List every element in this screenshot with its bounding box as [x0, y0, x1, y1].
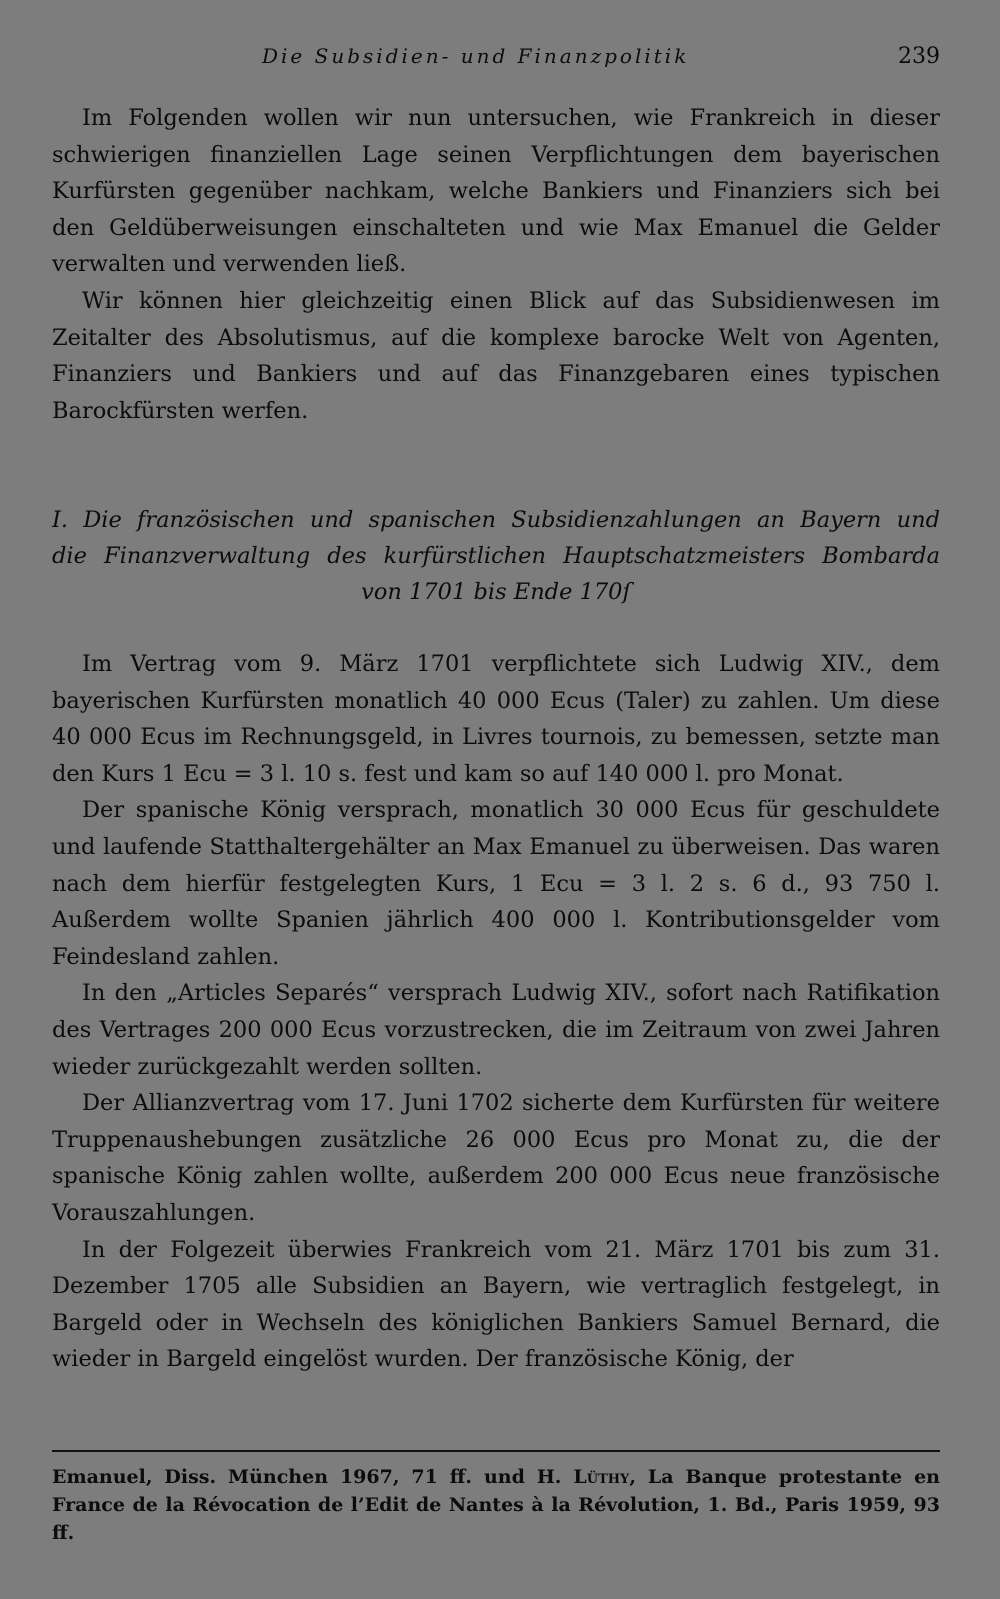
- page-number: 239: [898, 44, 940, 69]
- paragraph: In den „Articles Separés“ versprach Ludwig XIV., sofort nach Ratifikation des Vertrages 200 000 Ecus vorzustrecken, die im Zeitraum von zwei Jahren wieder zurückgezahlt werden sollten.: [52, 980, 940, 1080]
- paragraph: Der Allianzvertrag vom 17. Juni 1702 sicherte dem Kurfürsten für weitere Truppenaushebungen zusätzliche 26 000 Ecus pro Monat zu, die der spanische König zahlen wollte, außerdem 200 000 Ecus neue französische Vorauszahlungen.: [52, 1090, 940, 1226]
- paragraph: Im Vertrag vom 9. März 1701 verpflichtete sich Ludwig XIV., dem bayerischen Kurfürsten monatlich 40 000 Ecus (Taler) zu zahlen. Um diese 40 000 Ecus im Rechnungsgeld, in Livres tournois, zu bemessen, setzte man den Kurs 1 Ecu = 3 l. 10 s. fest und kam so auf 140 000 l. pro Monat.: [52, 651, 940, 787]
- footnote-text-part: , La Banque protestante en France de la Révocation de l’Edit de Nantes à la Révolution, 1. Bd., Paris 1959, 93 ff.: [52, 1466, 940, 1544]
- footnote-text-part: Emanuel, Diss. München 1967, 71 ff. und H.: [52, 1466, 574, 1488]
- main-text: [52, 646, 940, 1378]
- footnote-text: [52, 1463, 940, 1547]
- paragraph: Im Folgenden wollen wir nun untersuchen, wie Frankreich in dieser schwierigen finanziellen Lage seinen Verpflichtungen dem bayerischen Kurfürsten gegenüber nachkam, welche Bankiers und Finanziers sich bei den Geldüberweisungen einschalteten und wie Max Emanuel die Gelder verwalten und verwenden ließ.: [52, 105, 940, 278]
- footnote-divider: [52, 1450, 940, 1452]
- intro-text: [52, 100, 940, 429]
- footnote-author: Lüthy: [573, 1466, 630, 1488]
- paragraph: Wir können hier gleichzeitig einen Blick auf das Subsidienwesen im Zeitalter des Absolutismus, auf die komplexe barocke Welt von Agenten, Finanziers und Bankiers und auf das Finanzgebaren eines typischen Barockfürsten werfen.: [52, 287, 940, 424]
- section-heading-line: von 1701 bis Ende 170ſ: [361, 579, 631, 605]
- section-heading-line: die Finanzverwaltung des kurfürstlichen Hauptschatzmeisters Bombarda: [52, 543, 940, 569]
- paragraph: Der spanische König versprach, monatlich 30 000 Ecus für geschuldete und laufende Statthaltergehälter an Max Emanuel zu überweisen. Das waren nach dem hierfür festgelegten Kurs, 1 Ecu = 3 l. 2 s. 6 d., 93 750 l. Außerdem wollte Spanien jährlich 400 000 l. Kontributionsgelder vom Feindesland zahlen.: [52, 797, 940, 970]
- footnote: [52, 1463, 940, 1547]
- running-title: Die Subsidien- und Finanzpolitik: [262, 44, 690, 68]
- section-heading: [52, 502, 940, 610]
- book-page: [52, 40, 940, 1580]
- paragraph: In der Folgezeit überwies Frankreich vom 21. März 1701 bis zum 31. Dezember 1705 alle Subsidien an Bayern, wie vertraglich festgelegt, in Bargeld oder in Wechseln des königlichen Bankiers Samuel Bernard, die wieder in Bargeld eingelöst wurden. Der französische König, der: [52, 1236, 940, 1373]
- running-head: [52, 40, 940, 76]
- section-heading-line: I. Die französischen und spanischen Subsidienzahlungen an Bayern und: [52, 507, 940, 533]
